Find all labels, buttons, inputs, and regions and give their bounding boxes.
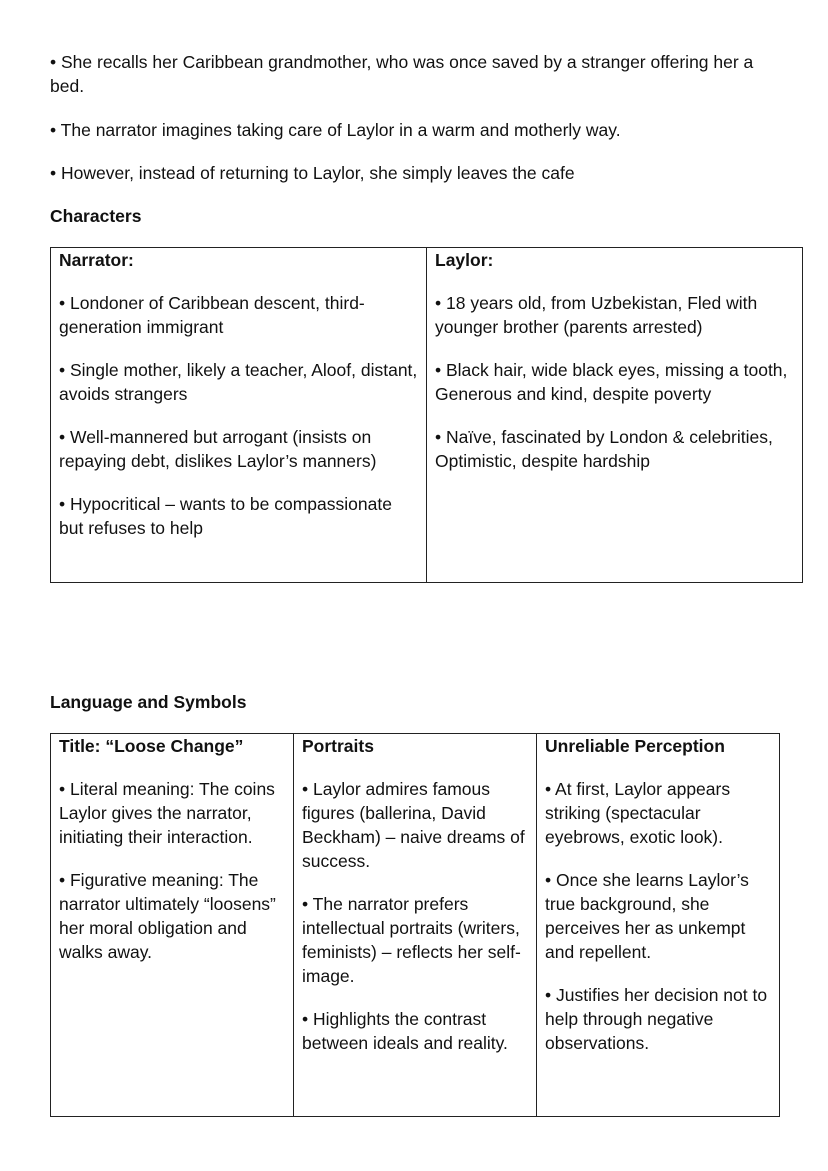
intro-bullet: • The narrator imagines taking care of Laylor in a warm and motherly way.	[50, 120, 621, 140]
perception-column-title: Unreliable Perception	[545, 736, 725, 756]
narrator-trait: • Londoner of Caribbean descent, third-generation immigrant	[59, 293, 365, 337]
portraits-point: • The narrator prefers intellectual portraits (writers, feminists) – reflects her self-image.	[302, 894, 521, 986]
laylor-trait: • Black hair, wide black eyes, missing a tooth, Generous and kind, despite poverty	[435, 360, 788, 404]
title-point: • Figurative meaning: The narrator ultimately “loosens” her moral obligation and walks away.	[59, 870, 276, 962]
portraits-cell	[294, 734, 537, 1117]
narrator-trait: • Hypocritical – wants to be compassionate but refuses to help	[59, 494, 392, 538]
laylor-trait: • 18 years old, from Uzbekistan, Fled with younger brother (parents arrested)	[435, 293, 758, 337]
language-table	[50, 733, 780, 1117]
perception-point: • At first, Laylor appears striking (spectacular eyebrows, exotic look).	[545, 779, 731, 847]
laylor-cell	[427, 248, 803, 583]
perception-point: • Once she learns Laylor’s true background, she perceives her as unkempt and repellent.	[545, 870, 749, 962]
characters-table	[50, 247, 803, 583]
laylor-title: Laylor:	[435, 250, 494, 270]
portraits-column-title: Portraits	[302, 736, 374, 756]
perception-point: • Justifies her decision not to help through negative observations.	[545, 985, 768, 1053]
portraits-point: • Laylor admires famous figures (ballerina, David Beckham) – naive dreams of success.	[302, 779, 525, 871]
narrator-cell	[51, 248, 427, 583]
language-heading: Language and Symbols	[50, 692, 247, 712]
narrator-trait: • Well-mannered but arrogant (insists on repaying debt, dislikes Laylor’s manners)	[59, 427, 377, 471]
title-column-title: Title: “Loose Change”	[59, 736, 244, 756]
portraits-point: • Highlights the contrast between ideals and reality.	[302, 1009, 508, 1053]
narrator-title: Narrator:	[59, 250, 134, 270]
perception-cell	[537, 734, 780, 1117]
title-point: • Literal meaning: The coins Laylor gives the narrator, initiating their interaction.	[59, 779, 275, 847]
title-cell	[51, 734, 294, 1117]
characters-heading: Characters	[50, 206, 142, 226]
narrator-trait: • Single mother, likely a teacher, Aloof, distant, avoids strangers	[59, 360, 418, 404]
intro-bullet: • She recalls her Caribbean grandmother, who was once saved by a stranger offering her a bed.	[50, 52, 754, 96]
intro-bullet: • However, instead of returning to Laylor, she simply leaves the cafe	[50, 163, 575, 183]
laylor-trait: • Naïve, fascinated by London & celebrities, Optimistic, despite hardship	[435, 427, 773, 471]
